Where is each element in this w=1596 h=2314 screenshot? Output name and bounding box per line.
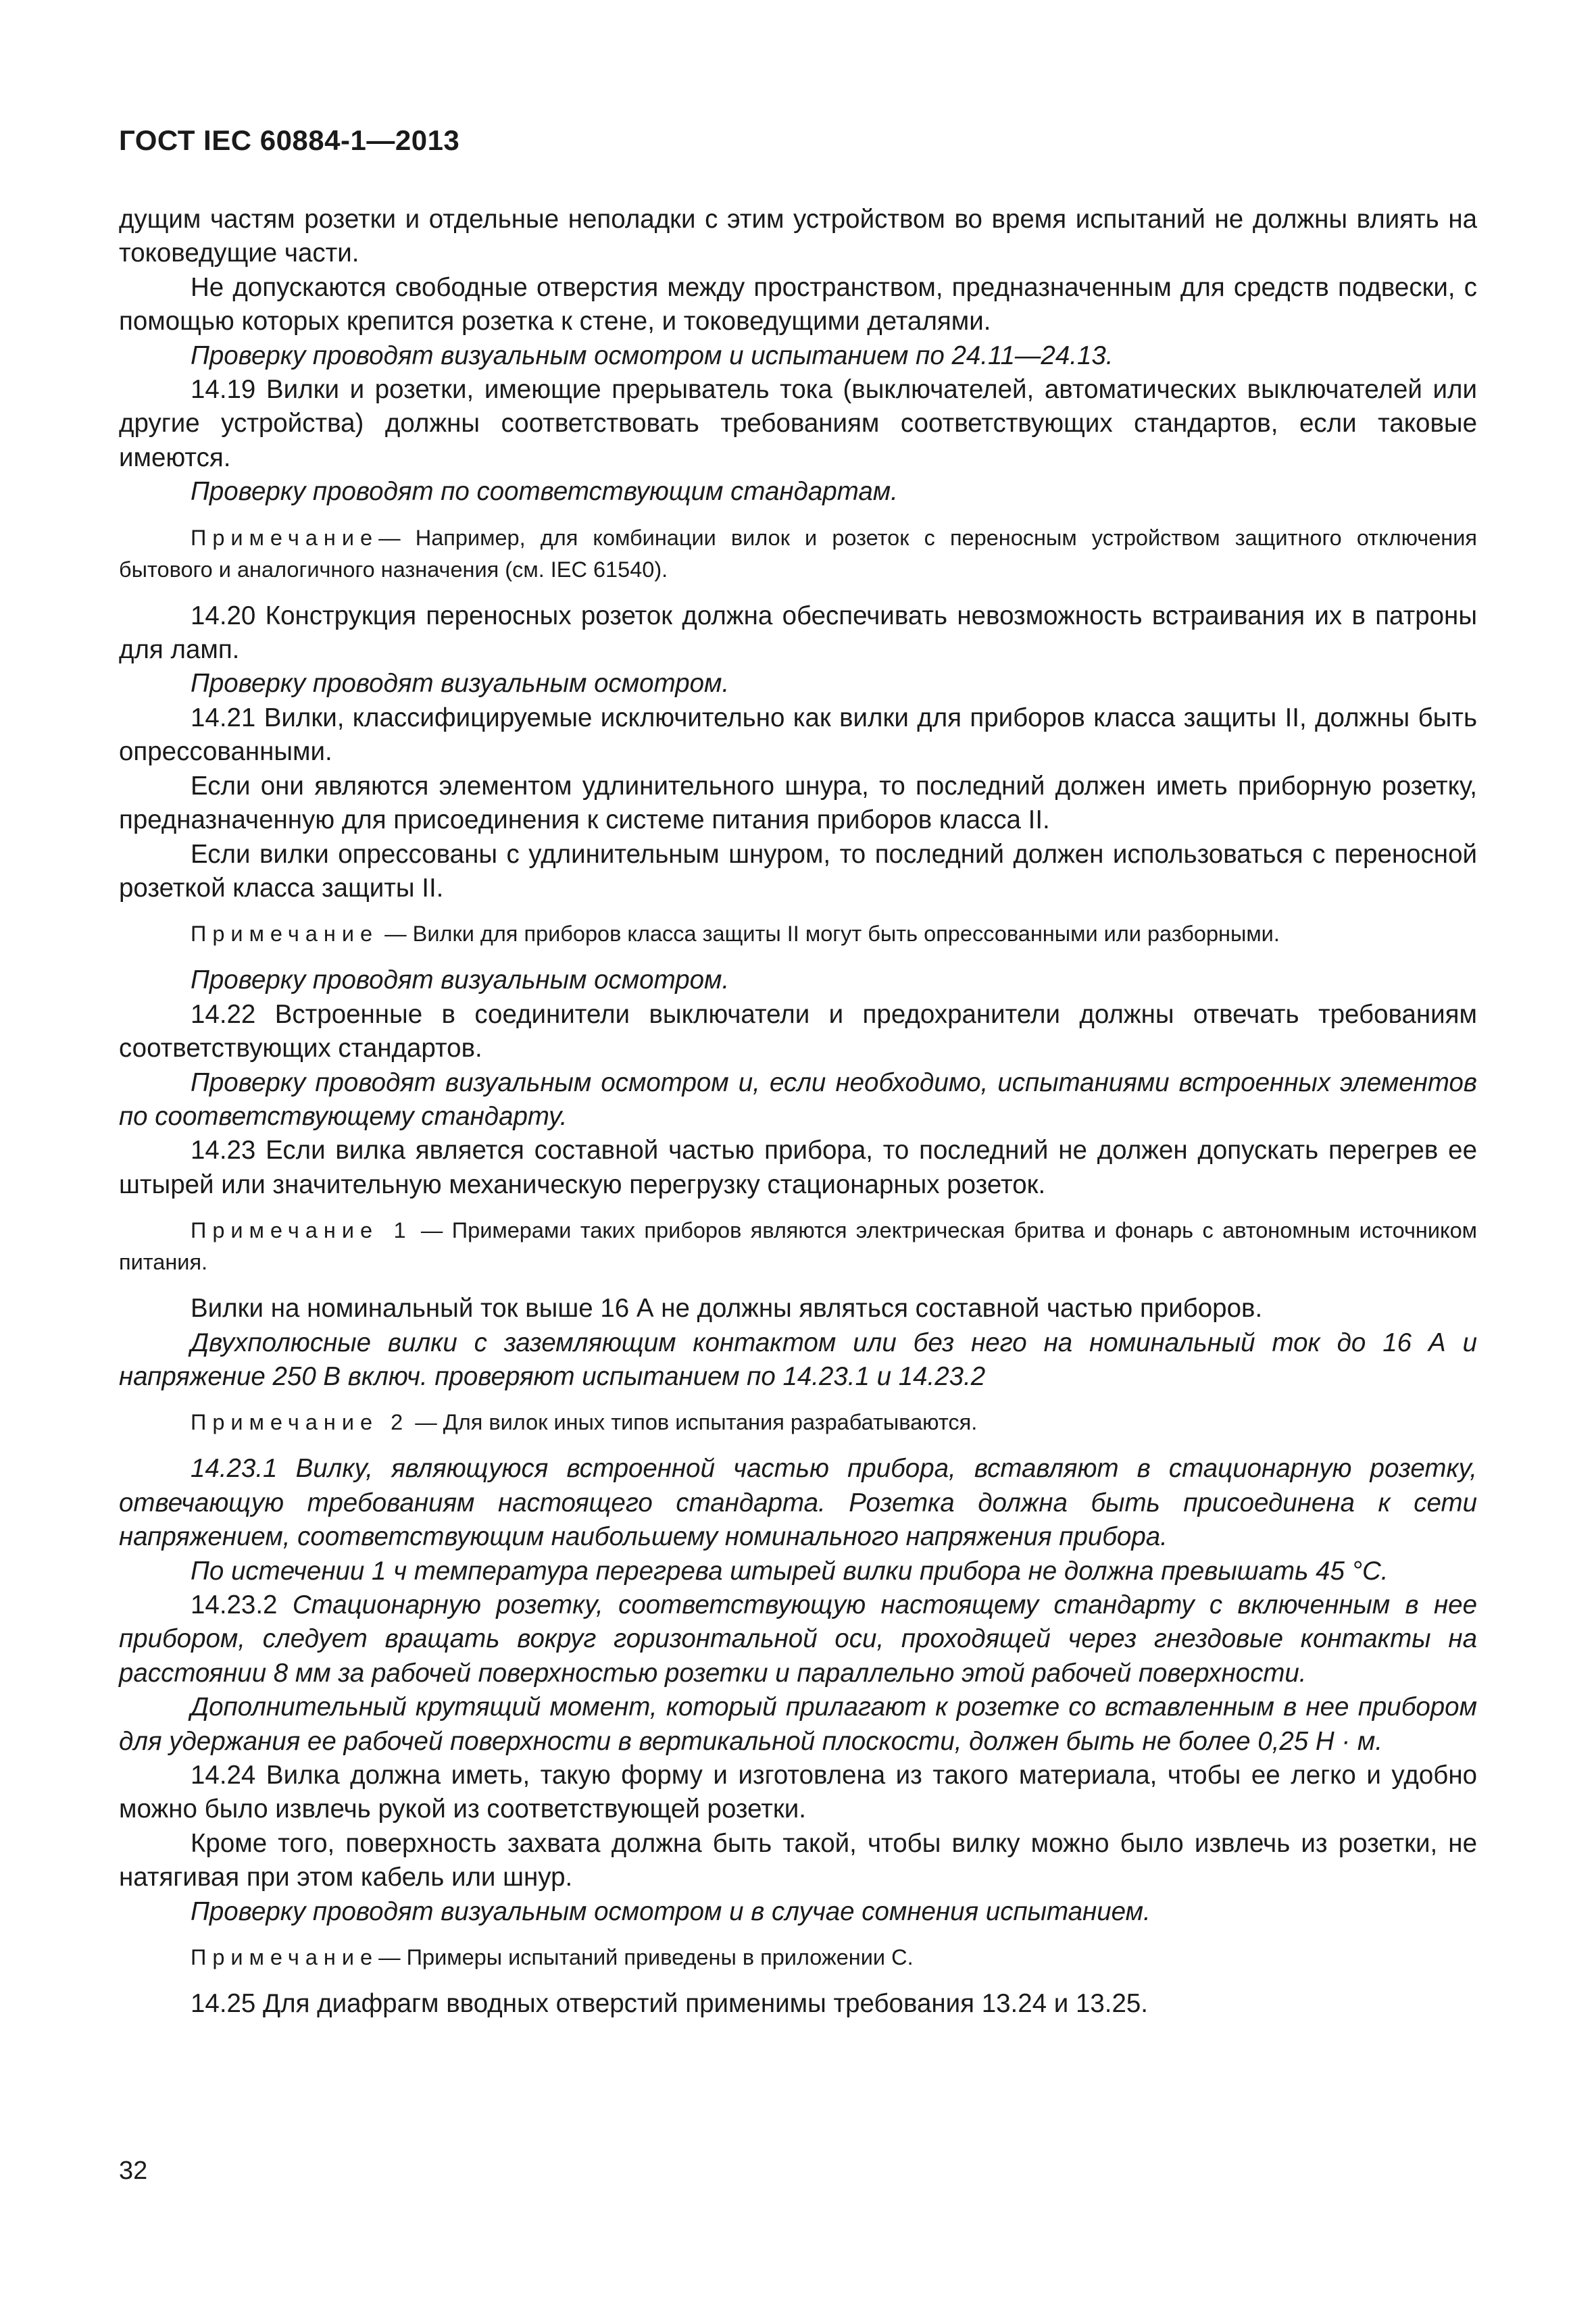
italic-paragraph [119, 339, 1477, 373]
italic-paragraph [119, 1690, 1477, 1759]
body-paragraph [119, 1134, 1477, 1202]
paragraph-text: 14.20 Конструкция переносных розеток должна обеспечивать невозможность встраивания их в патроны для ламп. [119, 601, 1477, 665]
paragraph-text: 14.23 Если вилка является составной частью прибора, то последний не должен допускать перегрев ее штырей или значительную механическую перегрузку стационарных розеток. [119, 1136, 1477, 1199]
paragraph-text: Кроме того, поверхность захвата должна быть такой, чтобы вилку можно было извлечь из розетки, не натягивая при этом кабель или шнур. [119, 1828, 1477, 1892]
body-paragraph [119, 770, 1477, 838]
italic-paragraph [119, 1555, 1477, 1588]
paragraph-text: Стационарную розетку, соответствующую настоящему стандарту с включенным в нее прибором, следует вращать вокруг горизонтальной оси, проходящей через гнездовые контакты на расстоянии 8 мм за рабочей поверхностью розетки и параллельно этой рабочей поверхности. [119, 1590, 1477, 1688]
paragraph-text: Проверку проводят визуальным осмотром. [191, 965, 730, 995]
paragraph-text: Проверку проводят визуальным осмотром и испытанием по 24.11—24.13. [191, 341, 1114, 370]
note-paragraph [119, 1942, 1477, 1973]
paragraph-text: Проверку проводят визуальным осмотром и, если необходимо, испытаниями встроенных элементов по соответствующему стандарту. [119, 1067, 1477, 1131]
body-paragraph [119, 701, 1477, 770]
italic-paragraph [119, 1895, 1477, 1929]
note-label: Примечание 1 [191, 1218, 412, 1243]
paragraph-text: дущим частям розетки и отдельные неполадки с этим устройством во время испытаний не должны влиять на токоведущие части. [119, 205, 1477, 268]
note-text: — Для вилок иных типов испытания разрабатываются. [409, 1410, 978, 1435]
body-paragraph [119, 1987, 1477, 2021]
italic-paragraph [119, 1066, 1477, 1134]
document-header: ГОСТ IEC 60884-1—2013 [119, 124, 460, 156]
paragraph-text: Если вилки опрессованы с удлинительным шнуром, то последний должен использоваться с переносной розеткой класса защиты II. [119, 839, 1477, 903]
note-label: Примечание 2 [191, 1410, 409, 1435]
italic-paragraph [119, 963, 1477, 997]
paragraph-text: Двухполюсные вилки с заземляющим контактом или без него на номинальный ток до 16 А и напряжение 250 В включ. проверяют испытанием по 14.23.1 и 14.23.2 [119, 1328, 1477, 1391]
note-label: Примечание [191, 1945, 379, 1970]
paragraph-text: 14.21 Вилки, классифицируемые исключительно как вилки для приборов класса защиты II, должны быть опрессованными. [119, 703, 1477, 767]
note-text: — Вилки для приборов класса защиты II могут быть опрессованными или разборными. [378, 922, 1280, 947]
note-label: Примечание [191, 525, 379, 550]
paragraph-text: 14.23.1 Вилку, являющуюся встроенной частью прибора, вставляют в стационарную розетку, отвечающую требованиям настоящего стандарта. Розетка должна быть присоединена к сети напряжением, соответствующим наибольшему номинального напряжения прибора. [119, 1454, 1477, 1552]
clause-number: 14.23.2 [191, 1590, 293, 1619]
italic-paragraph [119, 1588, 1477, 1690]
paragraph-text: Не допускаются свободные отверстия между пространством, предназначенным для средств подвески, с помощью которых крепится розетка к стене, и токоведущими деталями. [119, 272, 1477, 336]
body-paragraph [119, 1759, 1477, 1827]
paragraph-text: Дополнительный крутящий момент, который прилагают к розетке со вставленным в нее прибором для удержания ее рабочей поверхности в вертикальной плоскости, должен быть не более 0,25 Н · м. [119, 1692, 1477, 1756]
note-paragraph [119, 918, 1477, 950]
italic-paragraph [119, 667, 1477, 701]
paragraph-text: Проверку проводят по соответствующим стандартам. [191, 477, 898, 507]
paragraph-text: 14.24 Вилка должна иметь, такую форму и изготовлена из такого материала, чтобы ее легко и удобно можно было извлечь рукой из соответствующей розетки. [119, 1761, 1477, 1824]
paragraph-text: Проверку проводят визуальным осмотром и в случае сомнения испытанием. [191, 1896, 1151, 1926]
note-text: — Примерами таких приборов являются электрическая бритва и фонарь с автономным источником питания. [119, 1218, 1478, 1275]
paragraph-text: Вилки на номинальный ток выше 16 А не должны являться составной частью приборов. [191, 1294, 1263, 1324]
paragraph-text: По истечении 1 ч температура перегрева штырей вилки прибора не должна превышать 45 °С. [191, 1556, 1389, 1586]
note-paragraph [119, 1407, 1477, 1438]
note-text: — Примеры испытаний приведены в приложении С. [378, 1945, 914, 1970]
note-label: Примечание [191, 922, 379, 947]
body-paragraph [119, 373, 1477, 475]
paragraph-text: 14.25 Для диафрагм вводных отверстий применимы требования 13.24 и 13.25. [191, 1989, 1148, 2019]
body-paragraph [119, 998, 1477, 1066]
paragraph-text: Если они являются элементом удлинительного шнура, то последний должен иметь приборную розетку, предназначенную для присоединения к системе питания приборов класса II. [119, 771, 1477, 835]
note-paragraph [119, 1215, 1477, 1278]
italic-paragraph [119, 1326, 1477, 1394]
note-text: — Например, для комбинации вилок и розеток с переносным устройством защитного отключения бытового и аналогичного назначения (см. IEC 61540). [119, 525, 1477, 582]
note-paragraph [119, 522, 1477, 586]
paragraph-text: 14.22 Встроенные в соединители выключатели и предохранители должны отвечать требованиям соответствующих стандартов. [119, 999, 1477, 1063]
body-paragraph [119, 1292, 1477, 1326]
body-paragraph [119, 1827, 1477, 1895]
italic-paragraph [119, 475, 1477, 509]
italic-paragraph [119, 1452, 1477, 1554]
page-number: 32 [119, 2157, 148, 2185]
body-paragraph [119, 838, 1477, 906]
document-body [119, 203, 1477, 2021]
paragraph-text: 14.19 Вилки и розетки, имеющие прерыватель тока (выключателей, автоматических выключателей или другие устройства) должны соответствовать требованиям соответствующих стандартов, если таковые имеются. [119, 375, 1477, 472]
body-paragraph [119, 203, 1477, 271]
paragraph-text: Проверку проводят визуальным осмотром. [191, 669, 730, 699]
body-paragraph [119, 271, 1477, 339]
body-paragraph [119, 599, 1477, 668]
document-page [119, 0, 1477, 2314]
